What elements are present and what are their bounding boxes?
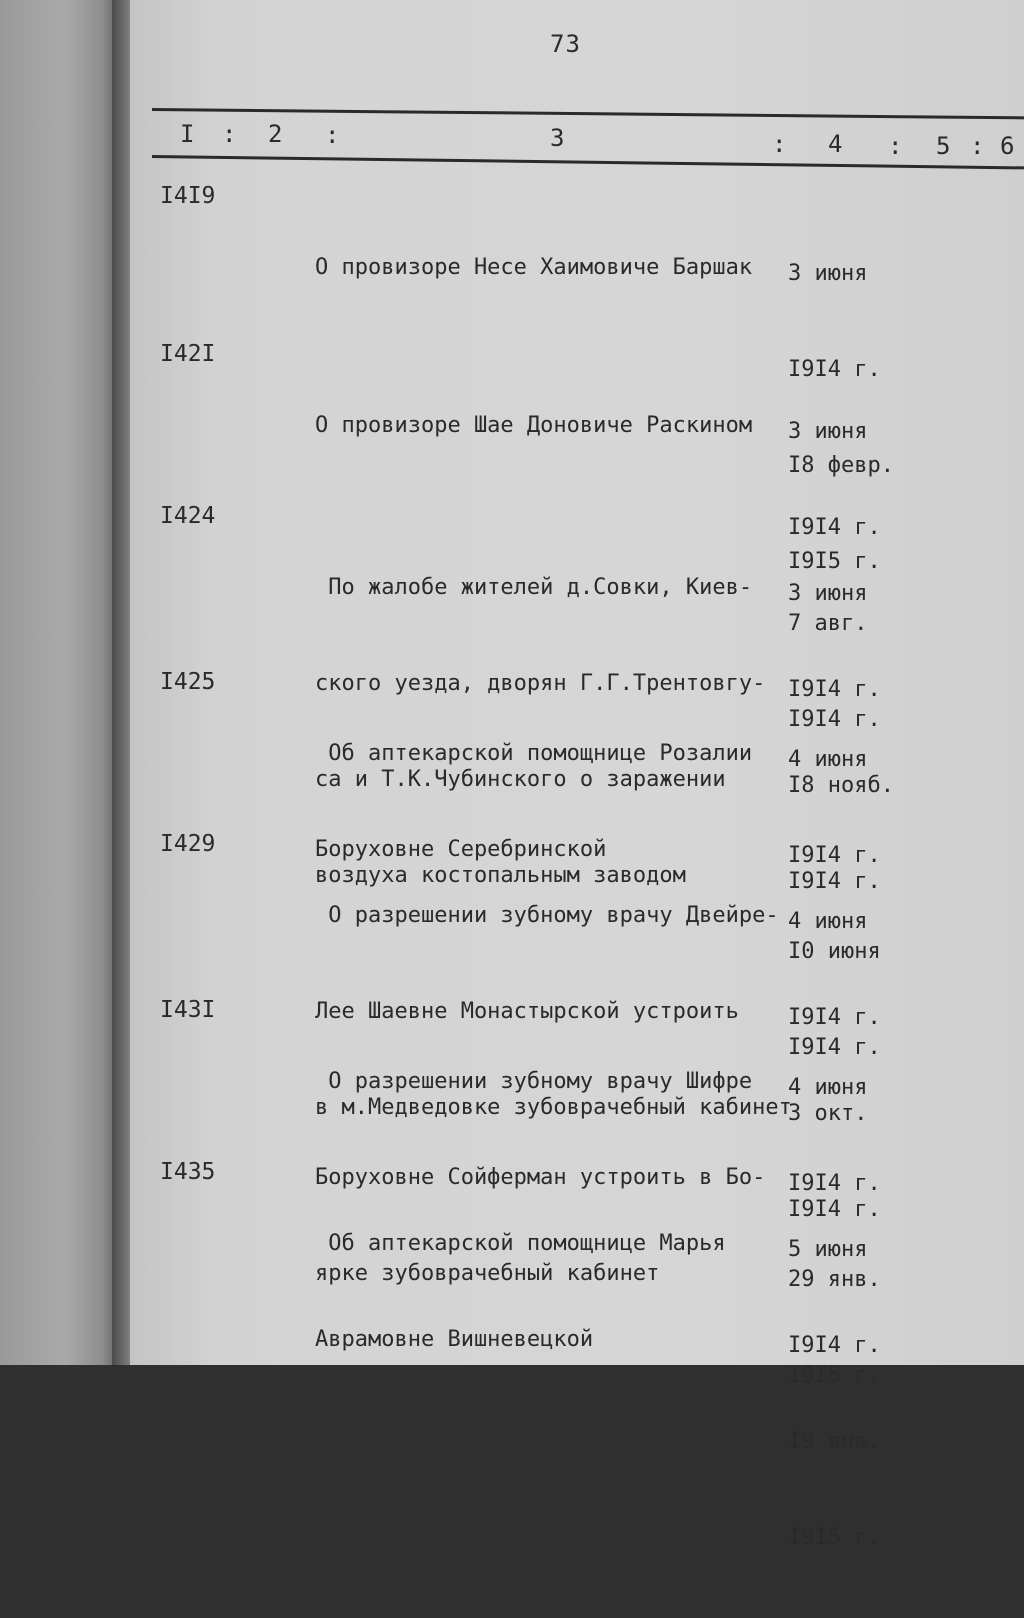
column-separator: : [222, 120, 237, 148]
date-line: I9I4 г. [788, 869, 881, 894]
entry-description [315, 1164, 785, 1420]
date-line: 7 авг. [788, 611, 868, 636]
date-line: 29 янв. [788, 1267, 881, 1292]
column-header-6: 6 [1000, 132, 1015, 160]
description-line: Боруховне Серебринской [315, 837, 607, 862]
date-line: I9I4 г. [788, 1035, 881, 1060]
description-line: са и Т.К.Чубинского о заражении [315, 767, 726, 792]
date-line: I8 февр. [788, 453, 894, 478]
date-line: 4 июня [788, 1075, 868, 1100]
page-number: 73 [550, 30, 581, 58]
date-line: I8 нояб. [788, 773, 894, 798]
date-line: I9I4 г. [788, 707, 881, 732]
description-line: О провизоре Несе Хаимовиче Баршак [315, 255, 753, 280]
date-line: I9I4 г. [788, 515, 881, 540]
column-header-1: I [180, 120, 195, 148]
description-line: ского уезда, дворян Г.Г.Трентовгу- [315, 671, 766, 696]
column-header-5: 5 [936, 132, 951, 160]
column-separator: : [970, 132, 985, 160]
date-line: I9I4 г. [788, 1333, 881, 1358]
description-line: Аврамовне Вишневецкой [315, 1327, 594, 1352]
document-page [130, 0, 1024, 1550]
date-line: I9I4 г. [788, 357, 881, 382]
entry-number: I425 [160, 669, 216, 695]
date-line: I9I5 г. [788, 549, 881, 574]
date-line: I9I4 г. [788, 677, 881, 702]
date-line: 4 июня [788, 747, 868, 772]
facing-page [0, 0, 120, 1365]
description-line: воздуха костопальным заводом [315, 863, 686, 888]
entry-dates [788, 1170, 898, 1618]
description-line: Об аптекарской помощнице Марья [315, 1231, 726, 1256]
column-header-3: 3 [550, 124, 565, 152]
entry-number: I424 [160, 503, 216, 529]
date-line: I9I4 г. [788, 1171, 881, 1196]
date-line: I9I5 г. [788, 1363, 881, 1388]
date-line: 3 окт. [788, 1101, 868, 1126]
date-line: I9I5 г. [788, 1525, 881, 1550]
date-line: I0 июня [788, 939, 881, 964]
description-line: Об аптекарской помощнице Розалии [315, 741, 753, 766]
description-line: Лее Шаевне Монастырской устроить [315, 999, 739, 1024]
date-line: I9I4 г. [788, 1197, 881, 1222]
description-line: ярке зубоврачебный кабинет [315, 1261, 660, 1286]
description-line: О разрешении зубному врачу Двейре- [315, 903, 779, 928]
entry-number: I42I [160, 341, 216, 367]
description-line: Боруховне Сойферман устроить в Бо- [315, 1165, 766, 1190]
column-header-4: 4 [828, 130, 843, 158]
entry-description [315, 188, 785, 348]
column-header-2: 2 [268, 120, 283, 148]
description-line: О провизоре Шае Доновиче Раскином [315, 413, 753, 438]
date-line: 3 июня [788, 419, 868, 444]
column-separator: : [888, 132, 903, 160]
description-line: О разрешении зубному врачу Шифре [315, 1069, 753, 1094]
entry-description [315, 346, 785, 506]
date-line: I9I4 г. [788, 843, 881, 868]
column-header-row [130, 120, 1024, 160]
date-line: 3 июня [788, 261, 868, 286]
date-line: 3 июня [788, 581, 868, 606]
date-line: 5 июня [788, 1237, 868, 1262]
description-line: По жалобе жителей д.Совки, Киев- [315, 575, 753, 600]
entry-number: I435 [160, 1159, 216, 1185]
date-line: I9I4 г. [788, 1005, 881, 1030]
date-line: I9 янв. [788, 1429, 881, 1454]
entry-number: I4I9 [160, 183, 216, 209]
entry-number: I43I [160, 997, 216, 1023]
date-line: 4 июня [788, 909, 868, 934]
header-rule-top [152, 108, 1024, 119]
column-separator: : [325, 121, 340, 149]
entry-number: I429 [160, 831, 216, 857]
column-separator: : [772, 130, 787, 158]
description-line: в м.Медведовке зубоврачебный кабинет [315, 1095, 792, 1120]
